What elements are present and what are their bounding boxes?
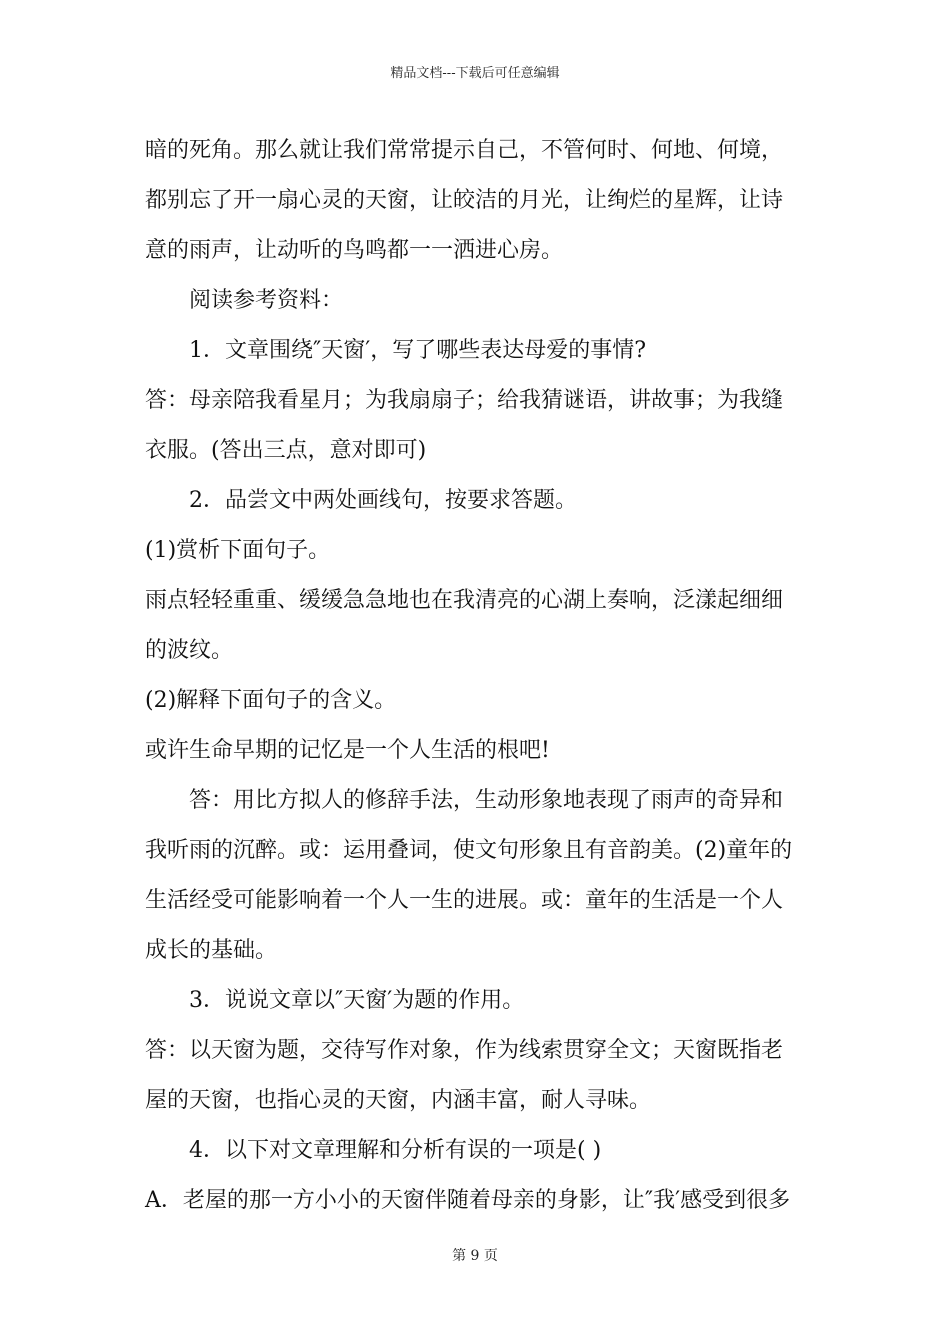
page-number: 第 9 页 bbox=[452, 1248, 498, 1264]
question-4: 4．以下对文章理解和分析有误的一项是( ) bbox=[189, 1138, 602, 1163]
answer-1-line: 衣服。(答出三点，意对即可) bbox=[145, 438, 427, 463]
answer-3-line: 答：以天窗为题，交待写作对象，作为线索贯穿全文；天窗既指老 bbox=[145, 1038, 784, 1063]
option-a-line: A．老屋的那一方小小的天窗伴随着母亲的身影，让″我′感受到很多 bbox=[145, 1188, 791, 1213]
question-2: 2．品尝文中两处画线句，按要求答题。 bbox=[189, 488, 577, 513]
quoted-sentence-line: 或许生命早期的记忆是一个人生活的根吧! bbox=[145, 738, 550, 763]
sub-question-1: (1)赏析下面句子。 bbox=[145, 538, 331, 563]
text-line: 意的雨声，让动听的鸟鸣都一一洒进心房。 bbox=[145, 238, 564, 263]
answer-2-line: 答：用比方拟人的修辞手法，生动形象地表现了雨声的奇异和 bbox=[189, 788, 784, 813]
text-line: 暗的死角。那么就让我们常常提示自己，不管何时、何地、何境， bbox=[145, 138, 784, 163]
document-body bbox=[145, 126, 810, 1226]
quoted-sentence-line: 雨点轻轻重重、缓缓急急地也在我清亮的心湖上奏响，泛漾起细细 bbox=[145, 588, 784, 613]
answer-3-line: 屋的天窗，也指心灵的天窗，内涵丰富，耐人寻味。 bbox=[145, 1088, 652, 1113]
answer-2-line: 生活经受可能影响着一个人一生的进展。或：童年的生活是一个人 bbox=[145, 888, 784, 913]
question-1: 1．文章围绕″天窗′，写了哪些表达母爱的事情? bbox=[189, 338, 647, 363]
answer-2-line: 我听雨的沉醉。或：运用叠词，使文句形象且有音韵美。(2)童年的 bbox=[145, 838, 793, 863]
question-3: 3．说说文章以″天窗′为题的作用。 bbox=[189, 988, 525, 1013]
quoted-sentence-line: 的波纹。 bbox=[145, 638, 234, 663]
answer-1-line: 答：母亲陪我看星月；为我扇扇子；给我猜谜语，讲故事；为我缝 bbox=[145, 388, 784, 413]
text-line: 都别忘了开一扇心灵的天窗，让皎洁的月光，让绚烂的星辉，让诗 bbox=[145, 188, 784, 213]
page-header: 精品文档---下载后可任意编辑 bbox=[390, 66, 560, 81]
answer-2-line: 成长的基础。 bbox=[145, 938, 278, 963]
section-heading: 阅读参考资料： bbox=[189, 288, 344, 313]
sub-question-2: (2)解释下面句子的含义。 bbox=[145, 688, 397, 713]
